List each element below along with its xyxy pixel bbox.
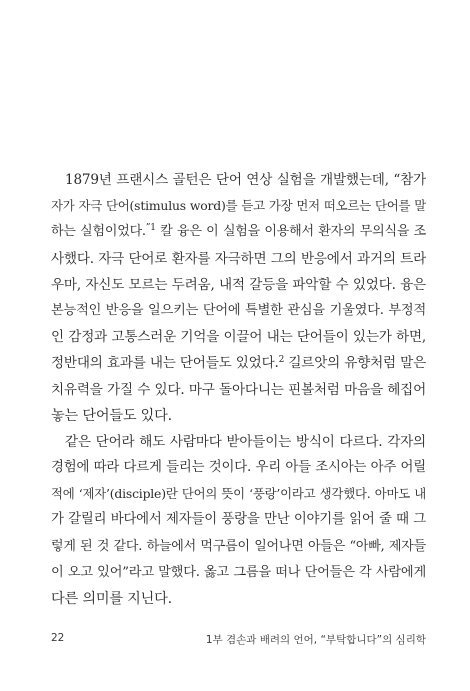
page-number: 22 (51, 632, 65, 644)
paragraph-1 (51, 167, 426, 429)
text-line: 이 오고 있어”라고 말했다. 옳고 그름을 떠나 단어들은 각 사람에게 (51, 564, 426, 580)
text-line: 1879년 프랜시스 골턴은 단어 연상 실험을 개발했는데, “참가 (65, 172, 426, 188)
text-line: 우마, 자신도 모르는 두려움, 내적 갈등을 파악할 수 있었다. 융은 (51, 276, 426, 293)
text-line: 가 갈릴리 바다에서 제자들이 풍랑을 만난 이야기를 읽어 줄 때 그 (51, 512, 426, 528)
page-footer (51, 632, 426, 648)
text-segment: 칼 융은 이 실험을 이용해서 환자의 무의식을 조 (155, 224, 427, 240)
text-line: 적에 ‘제자’(disciple)란 단어의 뜻이 ‘풍랑’이라고 생각했다. 아마도 내 (51, 486, 426, 502)
body-text (51, 167, 426, 612)
text-line: 본능적인 반응을 일으키는 단어에 특별한 관심을 기울였다. 부정적 (51, 302, 426, 318)
text-line: 자가 자극 단어(stimulus word)를 듣고 가장 먼저 떠오르는 단어를 말 (51, 198, 426, 214)
text-line: 같은 단어라 해도 사람마다 받아들이는 방식이 다르다. 각자의 (65, 433, 426, 450)
text-line (51, 350, 426, 376)
text-line (51, 219, 426, 245)
text-line: 놓는 단어들도 있다. (51, 407, 172, 424)
text-line: 다른 의미를 지닌다. (51, 591, 172, 607)
text-line: 사했다. 자극 단어로 환자를 자극하면 그의 반응에서 과거의 트라 (51, 250, 426, 267)
running-head: 1부 겸손과 배려의 언어, “부탁합니다”의 심리학 (205, 634, 426, 646)
text-line: 치유력을 가질 수 있다. 마구 돌아다니는 핀볼처럼 마음을 헤집어 (51, 381, 426, 398)
text-segment: 하는 실험이었다. (51, 224, 146, 240)
footnote-reference: 2 (278, 355, 285, 366)
footnote-reference: ”1 (145, 223, 156, 234)
text-line: 인 감정과 고통스러운 기억을 이끌어 내는 단어들이 있는가 하면, (51, 329, 426, 346)
paragraph-2 (51, 429, 426, 612)
text-segment: 길르앗의 유향처럼 말은 (284, 355, 426, 372)
text-line: 렇게 된 것 같다. 하늘에서 먹구름이 일어나면 아들은 “아빠, 제자들 (51, 538, 426, 554)
text-line: 경험에 따라 다르게 들리는 것이다. 우리 아들 조시아는 아주 어릴 (51, 460, 426, 476)
text-segment: 정반대의 효과를 내는 단어들도 있었다. (51, 355, 279, 372)
